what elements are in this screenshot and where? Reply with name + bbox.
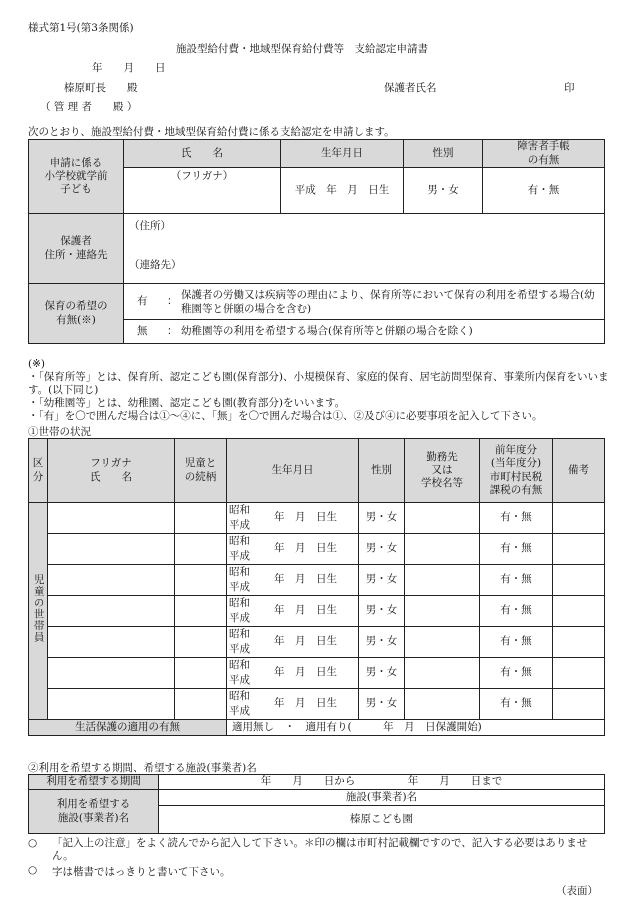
member-tax-cell[interactable]: 有・無 — [480, 658, 553, 689]
contact-label: （連絡先） — [129, 259, 182, 272]
era-options: 昭和 平成 — [229, 659, 250, 686]
footer-bullet-2: ○ — [28, 864, 38, 876]
member-sex-cell[interactable]: 男・女 — [359, 534, 405, 565]
member-name-cell[interactable] — [48, 596, 175, 627]
member-tax-cell[interactable]: 有・無 — [480, 689, 553, 720]
child-handbook-field[interactable]: 有・無 — [483, 168, 605, 214]
no-description: 幼稚園等の利用を希望する場合(保育所等と併願の場合を除く) — [181, 324, 473, 337]
member-relation-cell[interactable] — [175, 658, 227, 689]
guardian-name-label: 保護者氏名 — [384, 82, 437, 94]
member-note-cell[interactable] — [553, 534, 605, 565]
member-work-cell[interactable] — [405, 627, 480, 658]
col-birth-header: 生年月日 — [281, 140, 404, 168]
member-tax-cell[interactable]: 有・無 — [480, 503, 553, 534]
seal-mark: 印 — [564, 82, 575, 94]
table-row — [29, 658, 605, 689]
guardian-label: 保護者 住所・連絡先 — [29, 214, 124, 284]
no-colon: ： — [167, 324, 178, 337]
member-relation-cell[interactable] — [175, 596, 227, 627]
member-tax-cell[interactable]: 有・無 — [480, 596, 553, 627]
member-relation-cell[interactable] — [175, 689, 227, 720]
member-name-cell[interactable] — [48, 658, 175, 689]
birth-date: 年 月 日生 — [274, 573, 337, 586]
page-side-label: （表面） — [556, 885, 598, 897]
form-title: 施設型給付費・地域型保育給付費等 支給認定申請書 — [176, 43, 428, 55]
child-birth-field[interactable]: 平成 年 月 日生 — [281, 168, 404, 214]
col-member-sex-header: 性別 — [359, 439, 405, 503]
member-sex-cell[interactable]: 男・女 — [359, 689, 405, 720]
member-note-cell[interactable] — [553, 658, 605, 689]
addressee-manager: （ 管 理 者 殿 ） — [40, 101, 138, 113]
member-birth-cell[interactable] — [227, 565, 359, 596]
member-tax-cell[interactable]: 有・無 — [480, 565, 553, 596]
date-line: 年 月 日 — [92, 62, 166, 74]
footer-note-2: 字は楷書ではっきりと書いて下さい。 — [52, 866, 231, 878]
birth-date: 年 月 日生 — [274, 666, 337, 679]
child-sex-field[interactable]: 男・女 — [404, 168, 483, 214]
member-birth-cell[interactable] — [227, 503, 359, 534]
era-options: 昭和 平成 — [229, 597, 250, 624]
note-1: ・「保育所等」とは、保育所、認定こども園(保育部分)、小規模保育、家庭的保育、居宅訪問型保育、事業所内保育をいいます。(以下同じ) — [28, 371, 609, 396]
era-options: 昭和 平成 — [229, 628, 250, 655]
birth-date: 年 月 日生 — [274, 635, 337, 648]
footer-note-1: 「記入上の注意」をよく読んでから記入して下さい。＊印の欄は市町村記載欄ですので、記入する必要はありません。 — [52, 837, 588, 862]
nursery-wish-label: 保育の希望の 有無(※) — [29, 284, 124, 344]
col-handbook-header: 障害者手帳 の有無 — [483, 140, 605, 168]
member-birth-cell[interactable] — [227, 658, 359, 689]
member-name-cell[interactable] — [48, 534, 175, 565]
member-note-cell[interactable] — [553, 503, 605, 534]
member-relation-cell[interactable] — [175, 534, 227, 565]
member-relation-cell[interactable] — [175, 503, 227, 534]
era-options: 昭和 平成 — [229, 690, 250, 717]
member-name-cell[interactable] — [48, 565, 175, 596]
household-side-label: 児童の世帯員 — [29, 503, 48, 720]
household-heading: ①世帯の状況 — [28, 426, 91, 438]
welfare-field[interactable]: 適用無し ・ 適用有り( 年 月 日保護開始) — [227, 720, 605, 736]
era-options: 昭和 平成 — [229, 566, 250, 593]
member-work-cell[interactable] — [405, 534, 480, 565]
nursery-wish-no-option[interactable] — [124, 320, 605, 344]
member-note-cell[interactable] — [553, 627, 605, 658]
child-name-field[interactable] — [124, 168, 281, 214]
note-2: ・「幼稚園等」とは、幼稚園、認定こども園(教育部分)をいいます。 — [28, 397, 346, 409]
period-heading: ②利用を希望する期間、希望する施設(事業者)名 — [28, 762, 257, 774]
welfare-label: 生活保護の適用の有無 — [29, 720, 227, 736]
address-label: （住所） — [129, 220, 171, 232]
birth-date: 年 月 日生 — [274, 542, 337, 555]
child-label: 申請に係る 小学校就学前 子ども — [29, 140, 124, 214]
yes-colon: ： — [167, 294, 178, 307]
col-note-header: 備考 — [553, 439, 605, 503]
col-member-birth-header: 生年月日 — [227, 439, 359, 503]
table-row — [29, 596, 605, 627]
member-sex-cell[interactable]: 男・女 — [359, 627, 405, 658]
member-work-cell[interactable] — [405, 689, 480, 720]
era-options: 昭和 平成 — [229, 535, 250, 562]
table-row — [29, 689, 605, 720]
member-note-cell[interactable] — [553, 689, 605, 720]
member-birth-cell[interactable] — [227, 596, 359, 627]
member-sex-cell[interactable]: 男・女 — [359, 503, 405, 534]
member-name-cell[interactable] — [48, 503, 175, 534]
member-name-cell[interactable] — [48, 627, 175, 658]
period-field[interactable]: 年 月 日から 年 月 日まで — [159, 775, 605, 790]
nursery-wish-yes-option[interactable] — [124, 284, 605, 320]
col-member-name-header: フリガナ 氏 名 — [48, 439, 175, 503]
member-sex-cell[interactable]: 男・女 — [359, 596, 405, 627]
member-work-cell[interactable] — [405, 658, 480, 689]
member-birth-cell[interactable] — [227, 534, 359, 565]
table-row — [29, 627, 605, 658]
member-tax-cell[interactable]: 有・無 — [480, 627, 553, 658]
birth-date: 年 月 日生 — [274, 511, 337, 524]
member-relation-cell[interactable] — [175, 627, 227, 658]
col-tax-header: 前年度分 (当年度分) 市町村民税 課税の有無 — [480, 439, 553, 503]
applicant-table — [28, 139, 605, 344]
member-note-cell[interactable] — [553, 565, 605, 596]
table-row — [29, 565, 605, 596]
facility-field[interactable]: 榛原こども園 — [159, 806, 605, 834]
era-options: 昭和 平成 — [229, 504, 250, 531]
member-note-cell[interactable] — [553, 596, 605, 627]
member-work-cell[interactable] — [405, 565, 480, 596]
member-relation-cell[interactable] — [175, 565, 227, 596]
footer-bullet-1: ○ — [28, 837, 38, 849]
note-3: ・「有」を〇で囲んだ場合は①～④に、「無」を〇で囲んだ場合は①、②及び④に必要事項を記入して下さい。 — [28, 410, 543, 422]
no-mark: 無 — [137, 324, 148, 337]
table-row — [29, 534, 605, 565]
birth-date: 年 月 日生 — [274, 697, 337, 710]
member-work-cell[interactable] — [405, 596, 480, 627]
col-sex-header: 性別 — [404, 140, 483, 168]
yes-mark: 有 — [137, 294, 148, 307]
period-label: 利用を希望する期間 — [29, 775, 159, 790]
facility-header: 施設(事業者)名 — [159, 790, 605, 806]
intro-text: 次のとおり、施設型給付費・地域型保育給付費に係る支給認定を申請します。 — [28, 126, 395, 138]
member-tax-cell[interactable]: 有・無 — [480, 534, 553, 565]
table-row — [29, 503, 605, 534]
period-table — [28, 774, 605, 834]
birth-date: 年 月 日生 — [274, 604, 337, 617]
member-birth-cell[interactable] — [227, 689, 359, 720]
member-work-cell[interactable] — [405, 503, 480, 534]
member-sex-cell[interactable]: 男・女 — [359, 565, 405, 596]
col-name-header: 氏 名 — [124, 140, 281, 168]
note-mark: (※) — [28, 358, 45, 370]
form-number: 様式第1号(第3条関係) — [28, 22, 134, 34]
col-kubun-header: 区 分 — [29, 439, 48, 503]
addressee-mayor: 榛原町長 殿 — [64, 82, 138, 94]
member-name-cell[interactable] — [48, 689, 175, 720]
guardian-contact-field[interactable] — [124, 214, 605, 284]
furigana-label: （フリガナ） — [170, 170, 234, 182]
col-relation-header: 児童と の続柄 — [175, 439, 227, 503]
member-sex-cell[interactable]: 男・女 — [359, 658, 405, 689]
yes-description: 保護者の労働又は疾病等の理由により、保育所等において保育の利用を希望する場合(幼稚園等と併願の場合を含む) — [181, 288, 595, 315]
col-work-header: 勤務先 又は 学校名等 — [405, 439, 480, 503]
household-table — [28, 438, 605, 736]
member-birth-cell[interactable] — [227, 627, 359, 658]
facility-label: 利用を希望する 施設(事業者)名 — [29, 790, 159, 834]
